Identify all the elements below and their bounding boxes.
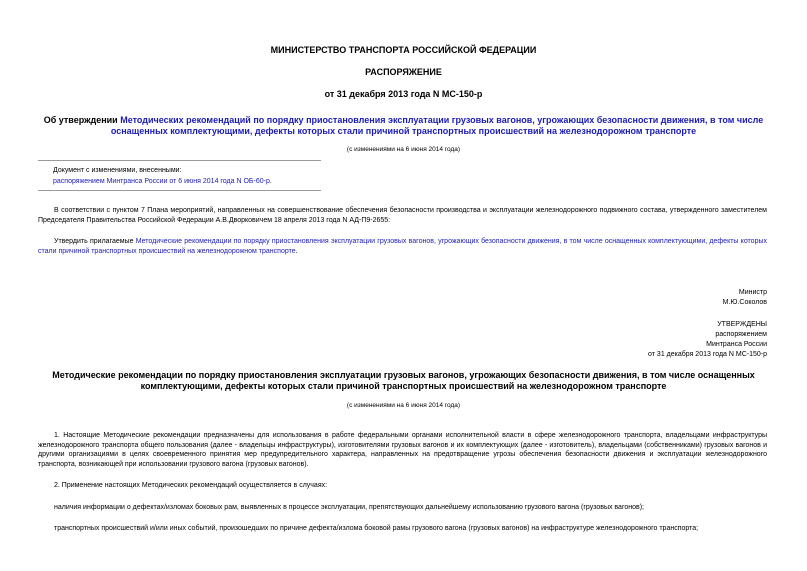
- approve-suffix: .: [295, 247, 298, 255]
- case-1-paragraph: наличия информации о дефектах/изломах боковых рам, выявленных в процессе эксплуатации, препятствующих дальнейшему использованию грузового вагона (грузовых вагонов);: [54, 504, 644, 511]
- approval-line3: Минтранса России: [706, 341, 767, 348]
- approval-line1: УТВЕРЖДЕНЫ: [717, 321, 767, 328]
- approval-line4: от 31 декабря 2013 года N МС-150-р: [648, 351, 767, 358]
- changes-line: [53, 177, 272, 187]
- approve-link[interactable]: Методические рекомендации по порядку приостановления эксплуатации грузовых вагонов, угрожающих безопасности движения, в том числе оснащенных комплектующими, дефекты которых стали причиной транспортных происшествий на железнодорожном транспорте: [38, 238, 767, 255]
- title-link-continued[interactable]: оснащенных комплектующими, дефекты которых стали причиной транспортных происшествий на железнодорожном транспорте: [110, 126, 697, 136]
- changes-link[interactable]: распоряжением Минтранса России от 6 июня 2014 года N ОБ-60-р: [53, 178, 270, 185]
- title-link[interactable]: Методических рекомендаций по порядку приостановления эксплуатации грузовых вагонов, угрожающих безопасности движения, в том числе: [120, 115, 764, 125]
- item-2-paragraph: 2. Применение настоящих Методических рекомендаций осуществляется в случаях:: [54, 482, 328, 489]
- recommendations-title-line1: Методические рекомендации по порядку приостановления эксплуатации грузовых вагонов, угрожающих безопасности движения, в том числе оснащенных: [52, 370, 755, 380]
- title-amendments-note: (с изменениями на 6 июня 2014 года): [346, 146, 461, 153]
- approve-prefix: Утвердить прилагаемые: [54, 238, 136, 245]
- item-1-paragraph: 1. Настоящие Методические рекомендации предназначены для использования в работе федеральными органами исполнительной власти в сфере железнодорожного транспорта, владельцами инфраструктуры железнодорожного транспорта общего пользования (далее - владельцы инфраструктуры), изготовителями грузовых вагонов и их комплектующих (далее - изготовитель), владельцами (собственниками) грузовых вагонов и другими организациями в целях своевременного принятия мер предупредительного характера, направленных на предотвращение угрозы обеспечения безопасности движения и эксплуатации железнодорожного транспорта, возникающей при использовании грузового вагона (грузовых вагонов).: [38, 432, 767, 468]
- ministry-heading: МИНИСТЕРСТВО ТРАНСПОРТА РОССИЙСКОЙ ФЕДЕРАЦИИ: [270, 45, 537, 55]
- recommendations-title-line2: комплектующими, дефекты которых стали причиной транспортных происшествий на железнодорожном транспорте: [140, 381, 667, 391]
- preamble-paragraph: В соответствии с пунктом 7 Плана мероприятий, направленных на совершенствование обеспечения безопасности производства и эксплуатации железнодорожного подвижного состава, утвержденного заместителем Председателя Правительства Российской Федерации А.В.Дворковичем 18 апреля 2013 года N АД-П9-2655:: [38, 207, 767, 224]
- approval-line2: распоряжением: [715, 331, 767, 338]
- case-2-paragraph: транспортных происшествий и/или иных событий, произошедших по причине дефекта/излома боковой рамы грузового вагона (грузовых вагонов) на инфраструктуре железнодорожного транспорта;: [54, 525, 699, 532]
- changes-box-top-rule: [38, 160, 321, 161]
- doc-date-number: от 31 декабря 2013 года N МС-150-р: [324, 89, 483, 99]
- approve-paragraph: [38, 237, 767, 256]
- changes-intro: Документ с изменениями, внесенными:: [53, 167, 182, 174]
- document-title-line2: [0, 126, 807, 136]
- signature-position: Министр: [738, 289, 767, 296]
- signature-name: М.Ю.Соколов: [722, 299, 767, 306]
- recommendations-amendments-note: (с изменениями на 6 июня 2014 года): [346, 402, 461, 409]
- title-prefix: Об утверждении: [43, 115, 121, 125]
- changes-suffix: .: [269, 178, 272, 185]
- changes-box-bottom-rule: [38, 190, 321, 191]
- document-title-line1: [0, 115, 807, 125]
- doc-type-heading: РАСПОРЯЖЕНИЕ: [365, 67, 442, 77]
